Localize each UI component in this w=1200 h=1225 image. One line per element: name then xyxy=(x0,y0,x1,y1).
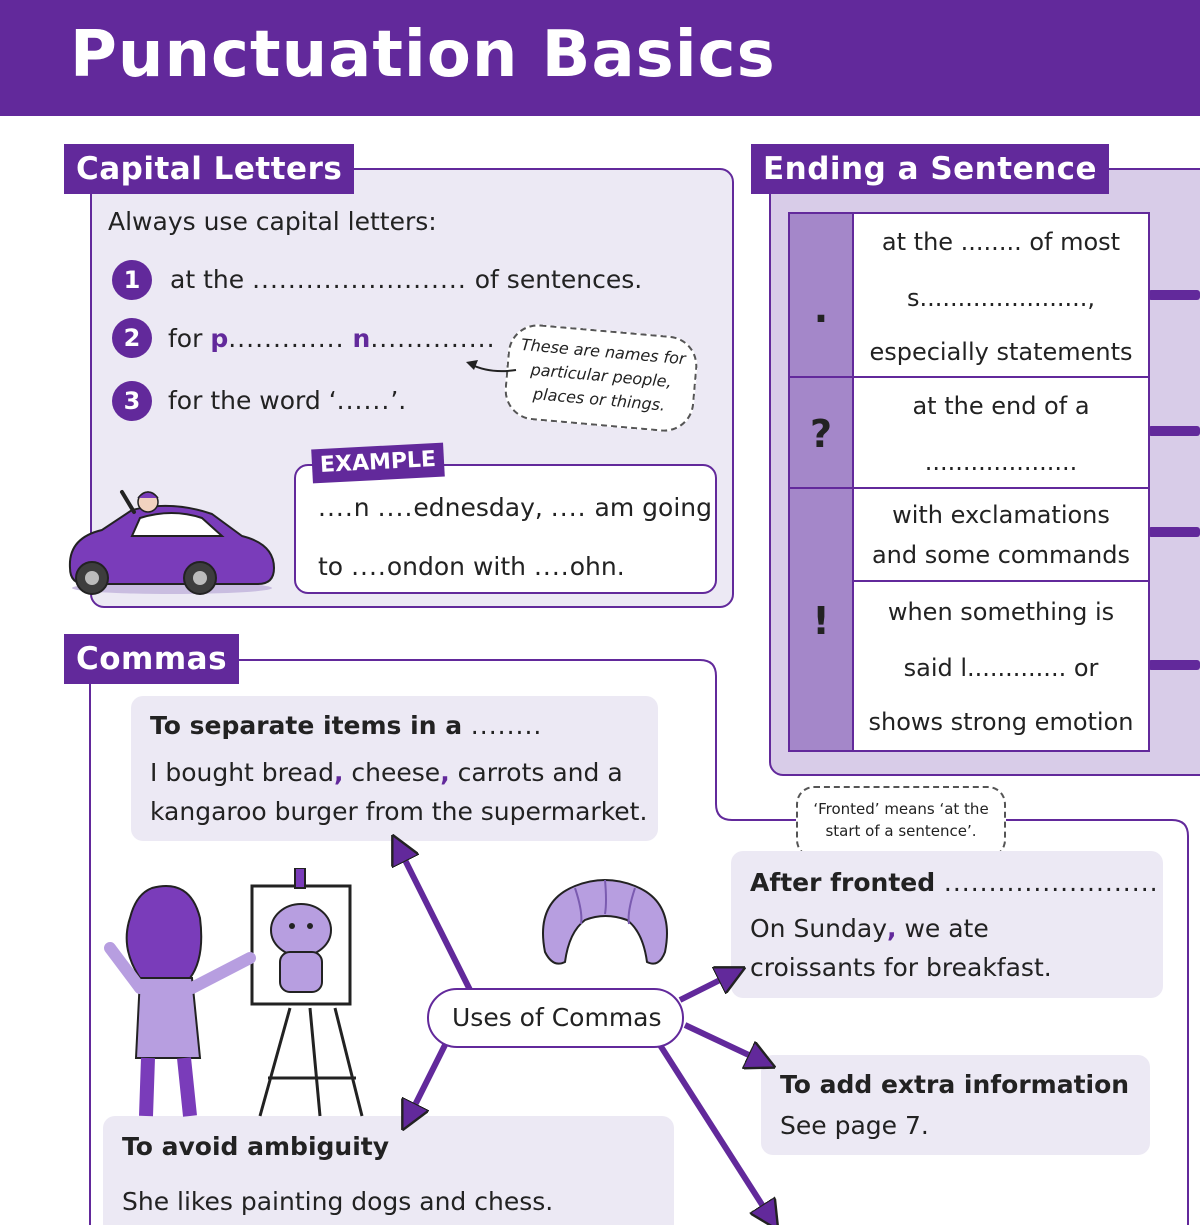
item-1-blank: ........................ xyxy=(252,265,467,294)
list-text: cheese xyxy=(343,758,441,787)
painter-illustration-icon xyxy=(100,868,370,1118)
fronted-card-blank: ........................ xyxy=(943,868,1159,897)
example-blank: .... xyxy=(351,552,387,581)
question-line-2: .................... xyxy=(924,448,1078,476)
exclaim-line-3: when something is xyxy=(887,598,1115,626)
extra-info-title: To add extra information xyxy=(780,1070,1130,1099)
item-2-p-letter: p xyxy=(210,324,229,353)
question-line-1: at the end of a xyxy=(912,392,1090,420)
exclaim-line-4: said l............. or xyxy=(903,654,1099,682)
commas-heading: Commas xyxy=(64,634,239,684)
list-card-title-text: To separate items in a xyxy=(150,711,463,740)
ambiguity-title: To avoid ambiguity xyxy=(122,1132,390,1161)
fronted-card-line-2: croissants for breakfast. xyxy=(750,953,1052,982)
full-stop-symbol: . xyxy=(788,212,854,378)
ambiguity-body: She likes painting dogs and chess. xyxy=(122,1187,554,1216)
page-title: Punctuation Basics xyxy=(70,18,776,92)
ending-heading: Ending a Sentence xyxy=(751,144,1109,194)
full-stop-line-1: at the ........ of most xyxy=(881,228,1121,256)
proper-noun-note-text: These are names for particular people, places or things. xyxy=(520,334,687,415)
comma-mark: , xyxy=(887,914,897,943)
example-blank: .... xyxy=(377,493,414,522)
example-word: n xyxy=(353,493,370,522)
item-2-p-blank: ............. xyxy=(228,324,345,353)
exclamation-symbol: ! xyxy=(788,487,854,752)
extra-info-body: See page 7. xyxy=(780,1111,929,1140)
number-badge-2: 2 xyxy=(112,318,152,358)
item-3-blank: ...... xyxy=(336,386,391,415)
croissant-icon xyxy=(535,872,675,972)
example-blank: .... xyxy=(550,493,587,522)
example-word: ednesday, xyxy=(413,493,543,522)
item-3-suffix: ’. xyxy=(390,386,407,415)
exclaim-line-2: and some commands xyxy=(871,541,1131,569)
list-card-line-2: kangaroo burger from the supermarket. xyxy=(150,797,648,826)
item-2-n-letter: n xyxy=(352,324,371,353)
item-2-n-blank: ............. xyxy=(370,324,487,353)
fronted-note-text: ‘Fronted’ means ‘at the start of a sentence’. xyxy=(813,800,989,840)
list-card-blank: ........ xyxy=(470,711,543,740)
example-word: am going xyxy=(594,493,712,522)
fronted-text: On Sunday xyxy=(750,914,888,943)
item-1-suffix: of sentences. xyxy=(474,265,643,294)
item-3-prefix: for the word ‘ xyxy=(168,386,337,415)
example-word: ondon with xyxy=(386,552,526,581)
full-stop-line-3: especially statements xyxy=(869,338,1133,366)
fronted-text: we ate xyxy=(896,914,989,943)
item-2-prefix: for xyxy=(168,324,203,353)
question-mark-symbol: ? xyxy=(788,376,854,489)
example-label: EXAMPLE xyxy=(311,443,445,484)
item-1-prefix: at the xyxy=(170,265,245,294)
example-word: ohn. xyxy=(569,552,625,581)
uses-of-commas-label: Uses of Commas xyxy=(452,1003,662,1032)
number-badge-3: 3 xyxy=(112,381,152,421)
item-2-suffix: . xyxy=(486,324,495,353)
list-text: I bought bread xyxy=(150,758,334,787)
example-blank: .... xyxy=(533,552,570,581)
number-badge-1: 1 xyxy=(112,260,152,300)
comma-mark: , xyxy=(333,758,344,787)
list-text: carrots and a xyxy=(449,758,623,787)
capital-letters-heading: Capital Letters xyxy=(64,144,354,194)
comma-mark: , xyxy=(440,758,450,787)
full-stop-line-2: s......................, xyxy=(907,284,1095,312)
exclaim-line-1: with exclamations xyxy=(892,501,1110,529)
fronted-card-title-text: After fronted xyxy=(750,868,936,897)
example-blank: .... xyxy=(318,493,354,522)
example-word: to xyxy=(318,552,344,581)
exclaim-line-5: shows strong emotion xyxy=(868,708,1134,736)
capital-intro: Always use capital letters: xyxy=(108,207,437,236)
